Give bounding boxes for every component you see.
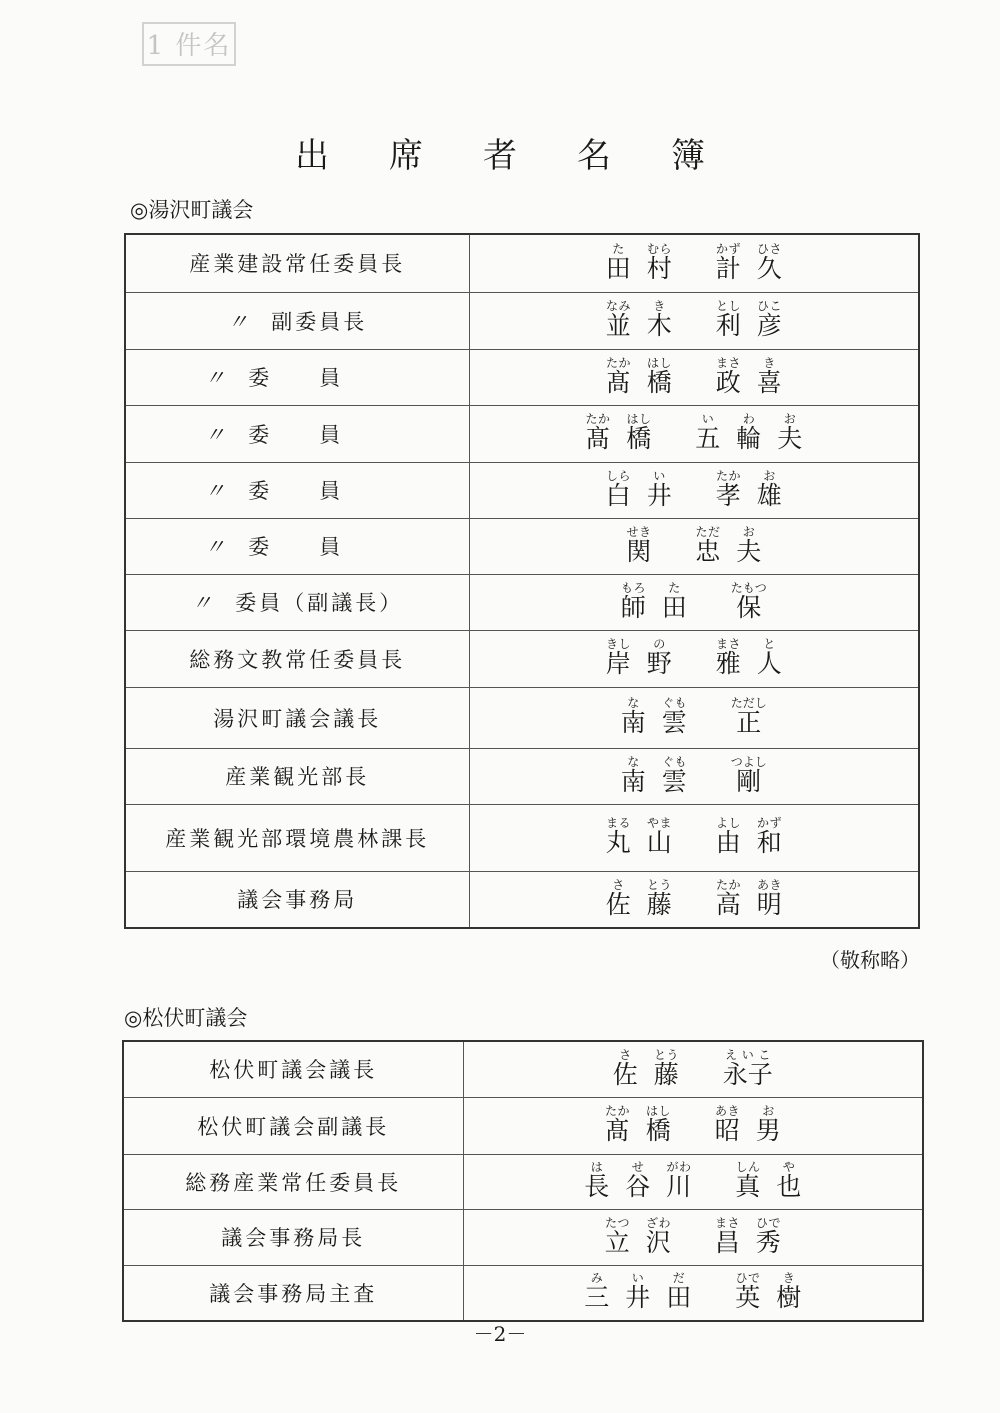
attendee-table-matsubushi [122,1040,924,1322]
role-cell [125,234,469,292]
furigana: ひさ [756,241,782,256]
name-char: 五い [695,412,721,453]
name-char: 南な [620,696,646,737]
name-char: 計かず [715,241,741,283]
role-cell [123,1097,463,1154]
name-char: 村むら [646,241,672,283]
name-char: 明あき [756,877,782,919]
name-char: 藤とう [646,877,672,919]
furigana: な [620,754,646,769]
name-char: 立たつ [604,1215,630,1257]
furigana: たか [585,412,611,426]
name-cell [469,234,919,292]
table-row [125,349,919,405]
name-char: 髙たか [604,1104,630,1145]
name-char: 雅まさ [715,637,741,678]
name-char: 藤とう [653,1047,679,1089]
furigana: まる [605,816,631,830]
furigana: たもつ [730,580,767,595]
furigana: い [625,1271,651,1286]
name-char: 田た [661,580,687,622]
furigana: み [584,1271,610,1286]
furigana: と [756,637,782,651]
name-cell [463,1265,923,1321]
furigana: だ [666,1271,692,1286]
name-cell [463,1097,923,1154]
ditto-mark: 〃 [204,479,226,503]
furigana: あき [714,1104,740,1118]
name-char: 夫お [777,412,803,453]
role-cell [125,405,469,462]
name-char: 長は [584,1160,610,1201]
furigana: き [756,355,782,370]
table-row [125,518,919,574]
name-char: 雲ぐも [661,696,687,737]
furigana: た [605,241,631,256]
name-char: 孝たか [715,468,741,510]
name-char: 昌まさ [714,1215,740,1257]
name-cell [469,405,919,462]
document-stamp: 1 件名 [142,22,236,66]
name-char: 髙たか [605,355,631,397]
role-cell [123,1209,463,1265]
role-cell [125,748,469,804]
name-cell [469,462,919,518]
furigana: な [620,696,646,710]
name-char: 正ただし [730,696,767,737]
name-char: 雲ぐも [661,754,687,796]
table-row [125,405,919,462]
role-label: 産業観光部長 [225,765,370,789]
furigana: お [777,412,803,426]
table-row [125,687,919,748]
page-number: －2－ [473,1322,527,1346]
table-row [123,1097,923,1154]
name-cell [469,518,919,574]
furigana: はし [645,1104,671,1118]
role-cell [125,462,469,518]
furigana: ひで [735,1271,761,1286]
name-char: 野の [646,637,672,678]
furigana: しら [605,468,631,483]
role-label: 湯沢町議会議長 [213,706,382,731]
name-cell [469,349,919,405]
role-cell [125,349,469,405]
furigana: き [776,1271,802,1286]
name-char: 剛つよし [730,754,767,796]
section-label-yuzawa: ◎湯沢町議会 [130,198,254,222]
name-char: 木き [646,299,672,340]
furigana: さ [612,1047,638,1062]
name-char: 井い [625,1271,651,1313]
furigana: まさ [714,1215,740,1230]
name-cell [463,1209,923,1265]
role-label: 委員 [248,366,391,390]
name-cell [469,804,919,871]
furigana: たか [604,1104,630,1118]
furigana: ぐも [661,696,687,710]
furigana: たか [715,468,741,483]
name-char: 樹き [776,1271,802,1313]
table-row [125,630,919,687]
name-char: 田た [605,241,631,283]
honorific-note: （敬称略） [820,948,920,972]
name-char: 男お [755,1104,781,1145]
role-label: 総務産業常任委員長 [185,1170,402,1195]
furigana: とう [646,877,672,892]
furigana: とし [715,299,741,313]
table-row [123,1209,923,1265]
role-label: 議会事務局 [237,888,358,913]
table-row [125,871,919,928]
role-cell [125,292,469,349]
furigana: つよし [730,754,767,769]
furigana: の [646,637,672,651]
furigana: よし [715,816,741,830]
name-char: 並なみ [605,299,631,340]
ditto-mark: 〃 [204,366,226,390]
furigana: ひこ [756,299,782,313]
furigana: あき [756,877,782,892]
ditto-mark: 〃 [204,422,226,447]
name-char: 井い [646,468,672,510]
furigana: たつ [604,1215,630,1230]
name-char: 夫お [736,524,762,566]
section-label-matsubushi: ◎松伏町議会 [124,1006,248,1030]
name-char: 沢ざわ [645,1215,671,1257]
table-row [125,462,919,518]
role-cell [125,804,469,871]
furigana: たか [715,877,741,892]
name-char: 利とし [715,299,741,340]
role-label: 議会事務局長 [221,1226,366,1250]
furigana: ただ [695,524,721,539]
ditto-mark: 〃 [227,309,249,334]
name-char: 髙たか [585,412,611,453]
table-row [123,1265,923,1321]
role-label: 委員 [248,535,391,559]
name-char: 和かず [756,816,782,857]
name-char: 喜き [756,355,782,397]
name-char: 師もろ [620,580,646,622]
furigana: しん [735,1160,761,1174]
name-cell [469,292,919,349]
furigana: ぐも [661,754,687,769]
name-cell [469,748,919,804]
name-char: 昭あき [714,1104,740,1145]
role-cell [123,1154,463,1209]
role-cell [123,1265,463,1321]
name-char: 谷せ [625,1160,651,1201]
role-label: 産業観光部環境農林課長 [165,826,430,851]
furigana: お [756,468,782,483]
name-char: 高たか [715,877,741,919]
role-label: 委員 [248,479,391,503]
name-char: 由よし [715,816,741,857]
role-cell [125,871,469,928]
name-char: 橋はし [646,355,672,397]
furigana: はし [646,355,672,370]
furigana: お [755,1104,781,1118]
name-char: 久ひさ [756,241,782,283]
ditto-mark: 〃 [191,591,213,615]
furigana: ただし [730,696,767,710]
name-char: 橋はし [626,412,652,453]
furigana: や [776,1160,802,1174]
name-char: 秀ひで [755,1215,781,1257]
role-cell [125,687,469,748]
name-char: 岸きし [605,637,631,678]
name-char: 彦ひこ [756,299,782,340]
furigana: むら [646,241,672,256]
name-char: 関せき [626,524,652,566]
furigana: もろ [620,580,646,595]
role-cell [125,518,469,574]
furigana: とう [653,1047,679,1062]
furigana: ざわ [645,1215,671,1230]
role-label: 松伏町議会副議長 [197,1114,390,1139]
name-cell [469,630,919,687]
furigana: い [646,468,672,483]
furigana: やま [646,816,672,830]
name-char: 白しら [605,468,631,510]
name-char: 保たもつ [730,580,767,622]
furigana: まさ [715,355,741,370]
furigana: きし [605,637,631,651]
name-char: 人と [756,637,782,678]
name-char: 也や [776,1160,802,1201]
name-char: 政まさ [715,355,741,397]
name-char: 永子えいこ [722,1047,773,1089]
furigana: き [646,299,672,313]
name-char: 雄お [756,468,782,510]
name-char: 忠ただ [695,524,721,566]
table-row [123,1041,923,1097]
name-char: 山やま [646,816,672,857]
table-row [125,804,919,871]
page-title: 出席者名簿 [295,136,765,176]
name-char: 佐さ [605,877,631,919]
name-char: 輪わ [736,412,762,453]
name-char: 川がわ [666,1160,692,1201]
table-row [125,234,919,292]
role-cell [125,574,469,630]
role-cell [125,630,469,687]
role-cell [123,1041,463,1097]
furigana: わ [736,412,762,426]
ditto-mark: 〃 [204,535,226,559]
name-char: 橋はし [645,1104,671,1145]
furigana: がわ [666,1160,692,1174]
role-label: 松伏町議会議長 [209,1058,378,1083]
furigana: はし [626,412,652,426]
name-char: 真しん [735,1160,761,1201]
table-row [125,574,919,630]
name-char: 佐さ [612,1047,638,1089]
table-row [125,748,919,804]
furigana: なみ [605,299,631,313]
role-label: 産業建設常任委員長 [189,252,406,277]
name-cell [469,574,919,630]
furigana: せ [625,1160,651,1174]
furigana: ひで [755,1215,781,1230]
table-row [123,1154,923,1209]
role-label: 副委員長 [271,309,368,334]
name-char: 南な [620,754,646,796]
furigana: は [584,1160,610,1174]
role-label: 委員 [248,422,391,447]
furigana: お [736,524,762,539]
furigana: えいこ [722,1047,773,1062]
role-label: 委員（副議長） [235,591,404,615]
furigana: まさ [715,637,741,651]
role-label: 議会事務局主査 [209,1281,378,1306]
furigana: かず [715,241,741,256]
attendee-table-yuzawa [124,233,920,929]
name-cell [463,1154,923,1209]
furigana: かず [756,816,782,830]
table-row [125,292,919,349]
furigana: た [661,580,687,595]
furigana: たか [605,355,631,370]
name-cell [469,687,919,748]
role-label: 総務文教常任委員長 [189,647,406,672]
furigana: せき [626,524,652,539]
furigana: さ [605,877,631,892]
name-cell [469,871,919,928]
name-char: 田だ [666,1271,692,1313]
furigana: い [695,412,721,426]
name-char: 三み [584,1271,610,1313]
name-char: 丸まる [605,816,631,857]
name-char: 英ひで [735,1271,761,1313]
name-cell [463,1041,923,1097]
